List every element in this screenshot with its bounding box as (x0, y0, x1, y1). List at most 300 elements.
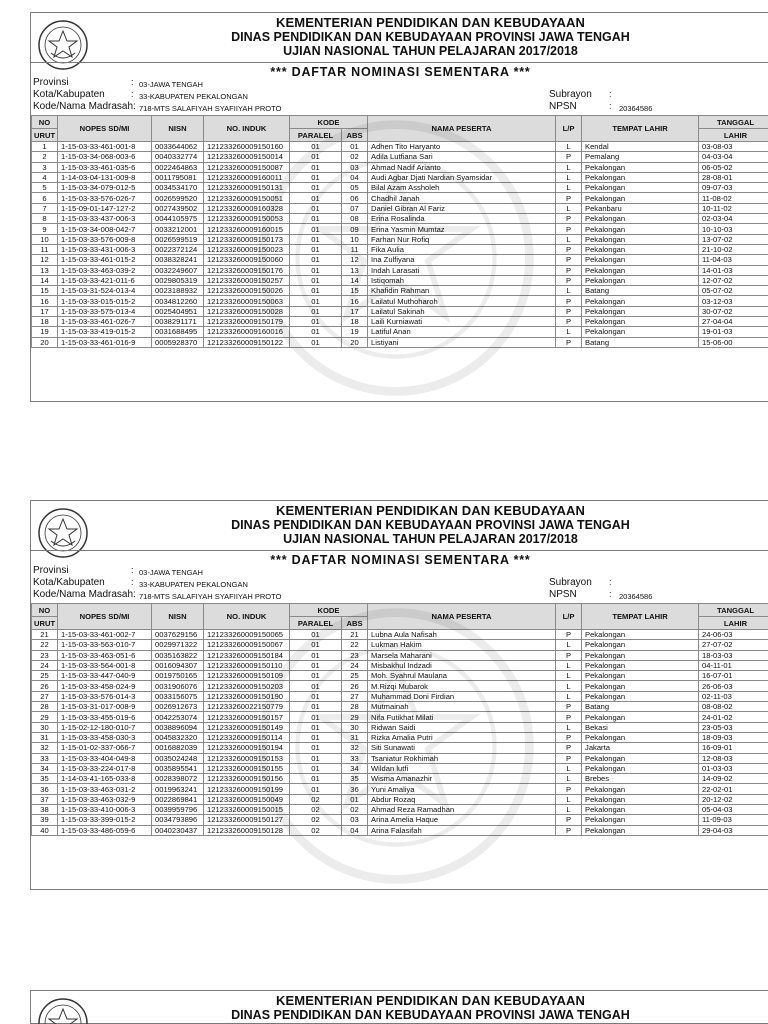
cell-no: 35 (32, 774, 58, 784)
cell-nama: Listiyani (368, 337, 556, 347)
cell-tempat-lahir: Pekalongan (582, 296, 699, 306)
agency-title: DINAS PENDIDIKAN DAN KEBUDAYAAN PROVINSI JAWA TENGAH (231, 30, 630, 44)
cell-lp: L (556, 172, 582, 182)
cell-lp: P (556, 265, 582, 275)
list-title: *** DAFTAR NOMINASI SEMENTARA *** (270, 553, 531, 567)
cell-no: 24 (32, 660, 58, 670)
cell-tempat-lahir: Pekalongan (582, 317, 699, 327)
table-row (32, 296, 768, 306)
cell-nama: Marsela Maharani (368, 650, 556, 660)
col-nisn: NISN (152, 604, 204, 630)
cell-no: 4 (32, 172, 58, 182)
cell-nopes: 1-15-03-33-461-016-9 (58, 337, 152, 347)
cell-lp: P (556, 337, 582, 347)
cell-nopes: 1-15-03-33-463-031-2 (58, 784, 152, 794)
table-row (32, 774, 768, 784)
cell-tempat-lahir: Pekalongan (582, 691, 699, 701)
cell-nisn: 0022372124 (152, 244, 204, 254)
cell-nama: Khafidin Rahman (368, 286, 556, 296)
cell-nisn: 0029805319 (152, 275, 204, 285)
cell-paralel: 02 (290, 794, 342, 804)
cell-paralel: 01 (290, 286, 342, 296)
tut-wuri-handayani-logo-icon (37, 507, 89, 559)
table-row (32, 203, 768, 213)
cell-no-induk: 121233260009150087 (204, 162, 290, 172)
cell-paralel: 01 (290, 630, 342, 640)
table-row (32, 671, 768, 681)
cell-no-induk: 121233260009150179 (204, 317, 290, 327)
cell-nisn: 0016882039 (152, 743, 204, 753)
cell-no: 29 (32, 712, 58, 722)
cell-tempat-lahir: Pekalongan (582, 193, 699, 203)
cell-nisn: 0029971322 (152, 640, 204, 650)
cell-paralel: 01 (290, 337, 342, 347)
cell-no-induk: 121233260009150109 (204, 671, 290, 681)
cell-paralel: 01 (290, 172, 342, 182)
cell-nopes: 1-15-03-33-410-006-3 (58, 805, 152, 815)
cell-paralel: 01 (290, 162, 342, 172)
cell-no-induk: 121233260022150779 (204, 702, 290, 712)
cell-nisn: 0045832320 (152, 732, 204, 742)
cell-nisn: 0028398072 (152, 774, 204, 784)
cell-nisn: 0026599519 (152, 234, 204, 244)
cell-nisn: 0025404951 (152, 306, 204, 316)
cell-paralel: 01 (290, 214, 342, 224)
cell-no-induk: 121233260009150194 (204, 743, 290, 753)
school-info-right: Subrayon : NPSN : 20364586 (549, 577, 653, 601)
cell-nama: Lubna Aula Nafisah (368, 630, 556, 640)
cell-nama: Adila Lutfiana Sari (368, 152, 556, 162)
table-row (32, 152, 768, 162)
cell-paralel: 01 (290, 784, 342, 794)
cell-lp: L (556, 774, 582, 784)
cell-no: 39 (32, 815, 58, 825)
cell-paralel: 01 (290, 152, 342, 162)
cell-nama: M.Rizqi Mubarok (368, 681, 556, 691)
table-row (32, 214, 768, 224)
cell-no: 19 (32, 327, 58, 337)
cell-abs: 12 (342, 255, 368, 265)
cell-abs: 33 (342, 753, 368, 763)
cell-lp: P (556, 825, 582, 835)
cell-paralel: 01 (290, 193, 342, 203)
cell-paralel: 01 (290, 265, 342, 275)
madrasah-value: 718-MTS SALAFIYAH SYAFIIYAH PROTO (139, 104, 282, 113)
cell-no: 38 (32, 805, 58, 815)
cell-tanggal-lahir: 02-03-04 (699, 214, 768, 224)
cell-nopes: 1-15-03-33-463-032-9 (58, 794, 152, 804)
cell-no: 16 (32, 296, 58, 306)
cell-nisn: 0033156075 (152, 691, 204, 701)
cell-nama: Lukman Hakim (368, 640, 556, 650)
cell-abs: 35 (342, 774, 368, 784)
cell-abs: 32 (342, 743, 368, 753)
cell-nama: Daniel Gibran Al Fariz (368, 203, 556, 213)
cell-paralel: 01 (290, 255, 342, 265)
cell-abs: 04 (342, 172, 368, 182)
cell-tanggal-lahir: 02-11-03 (699, 691, 768, 701)
table-row (32, 805, 768, 815)
cell-tanggal-lahir: 09-07-03 (699, 183, 768, 193)
cell-nama: Ina Zulfiyana (368, 255, 556, 265)
cell-paralel: 01 (290, 640, 342, 650)
col-nisn: NISN (152, 116, 204, 142)
cell-no-induk: 121233260009150153 (204, 753, 290, 763)
cell-abs: 02 (342, 805, 368, 815)
cell-tanggal-lahir: 03-12-03 (699, 296, 768, 306)
cell-nopes: 1-15-03-33-458-024-9 (58, 681, 152, 691)
tut-wuri-handayani-logo-icon (37, 19, 89, 71)
city-value: 33-KABUPATEN PEKALONGAN (139, 92, 248, 101)
cell-tempat-lahir: Pekalongan (582, 825, 699, 835)
cell-lp: P (556, 702, 582, 712)
cell-no: 2 (32, 152, 58, 162)
cell-paralel: 01 (290, 743, 342, 753)
cell-abs: 21 (342, 630, 368, 640)
cell-nopes: 1-15-03-31-524-013-4 (58, 286, 152, 296)
table-row (32, 162, 768, 172)
cell-nopes: 1-15-03-33-015-015-2 (58, 296, 152, 306)
table-body-2 (32, 630, 768, 836)
cell-nopes: 1-15-03-33-463-051-6 (58, 650, 152, 660)
cell-tanggal-lahir: 16-09-01 (699, 743, 768, 753)
cell-nisn: 0038291171 (152, 317, 204, 327)
cell-abs: 03 (342, 815, 368, 825)
cell-no-induk: 121233260009150063 (204, 296, 290, 306)
cell-paralel: 01 (290, 317, 342, 327)
cell-tempat-lahir: Pekalongan (582, 244, 699, 254)
cell-nisn: 0033644062 (152, 142, 204, 152)
cell-lp: L (556, 327, 582, 337)
cell-abs: 25 (342, 671, 368, 681)
cell-paralel: 01 (290, 275, 342, 285)
cell-no: 20 (32, 337, 58, 347)
table-row (32, 743, 768, 753)
cell-nama: Adhen Tito Haryanto (368, 142, 556, 152)
participant-table-1 (31, 115, 768, 348)
cell-nama: Abdur Rozaq (368, 794, 556, 804)
cell-tanggal-lahir: 01-03-03 (699, 763, 768, 773)
cell-nama: Wisma Amanazhir (368, 774, 556, 784)
exam-title: UJIAN NASIONAL TAHUN PELAJARAN 2017/2018 (283, 532, 578, 546)
cell-tanggal-lahir: 21-10-02 (699, 244, 768, 254)
cell-nama: Indah Larasati (368, 265, 556, 275)
city-label: Kota/Kabupaten (33, 89, 105, 100)
cell-tanggal-lahir: 28-08-01 (699, 172, 768, 182)
cell-no-induk: 121233260009150051 (204, 193, 290, 203)
cell-tanggal-lahir: 14-09-02 (699, 774, 768, 784)
cell-paralel: 01 (290, 224, 342, 234)
cell-nama: Ahmad Nadif Arianto (368, 162, 556, 172)
cell-paralel: 01 (290, 753, 342, 763)
cell-lp: P (556, 630, 582, 640)
cell-abs: 05 (342, 183, 368, 193)
cell-abs: 24 (342, 660, 368, 670)
cell-no: 13 (32, 265, 58, 275)
cell-tempat-lahir: Pekalongan (582, 815, 699, 825)
cell-nama: Ahmad Reza Ramadhan (368, 805, 556, 815)
cell-lp: L (556, 162, 582, 172)
cell-abs: 22 (342, 640, 368, 650)
cell-abs: 09 (342, 224, 368, 234)
cell-no-induk: 121233260009160011 (204, 172, 290, 182)
cell-no: 10 (32, 234, 58, 244)
cell-nama: Tsaniatur Rokhimah (368, 753, 556, 763)
cell-paralel: 01 (290, 142, 342, 152)
table-row (32, 825, 768, 835)
exam-title: UJIAN NASIONAL TAHUN PELAJARAN 2017/2018 (283, 44, 578, 58)
cell-no-induk: 121233260009150127 (204, 815, 290, 825)
cell-lp: P (556, 306, 582, 316)
tut-wuri-handayani-logo-icon (37, 997, 89, 1024)
cell-no: 17 (32, 306, 58, 316)
col-nama: NAMA PESERTA (368, 116, 556, 142)
table-row (32, 784, 768, 794)
col-no: NO (32, 116, 58, 129)
letterhead (91, 16, 768, 58)
cell-nama: Moh. Syahrul Maulana (368, 671, 556, 681)
cell-abs: 08 (342, 214, 368, 224)
table-row (32, 691, 768, 701)
cell-nopes: 1-15-09-01-147-127-2 (58, 203, 152, 213)
cell-tanggal-lahir: 22-02-01 (699, 784, 768, 794)
cell-tempat-lahir: Pekalongan (582, 275, 699, 285)
table-row (32, 142, 768, 152)
cell-lp: L (556, 681, 582, 691)
cell-tempat-lahir: Pekalongan (582, 753, 699, 763)
cell-nisn: 0033212001 (152, 224, 204, 234)
table-row (32, 244, 768, 254)
cell-tanggal-lahir: 05-04-03 (699, 805, 768, 815)
cell-lp: L (556, 234, 582, 244)
cell-nama: Muhammad Doni Firdian (368, 691, 556, 701)
cell-lp: P (556, 317, 582, 327)
col-nama: NAMA PESERTA (368, 604, 556, 630)
cell-tempat-lahir: Pekalongan (582, 784, 699, 794)
cell-tanggal-lahir: 12-07-02 (699, 275, 768, 285)
cell-no: 8 (32, 214, 58, 224)
cell-lp: P (556, 152, 582, 162)
col-kode: KODE (290, 116, 368, 129)
cell-nisn: 0019963241 (152, 784, 204, 794)
col-tanggal: TANGGAL (699, 116, 768, 129)
table-row (32, 681, 768, 691)
cell-no-induk: 121233260009150160 (204, 142, 290, 152)
cell-tanggal-lahir: 04-03-04 (699, 152, 768, 162)
madrasah-label: Kode/Nama Madrasah: (33, 101, 136, 112)
col-lahir: LAHIR (699, 617, 768, 630)
agency-title: DINAS PENDIDIKAN DAN KEBUDAYAAN PROVINSI JAWA TENGAH (231, 1008, 630, 1022)
cell-nama: Erina Rosalinda (368, 214, 556, 224)
cell-nama: Wildan lutfi (368, 763, 556, 773)
cell-abs: 02 (342, 152, 368, 162)
cell-no-induk: 121233260009150122 (204, 337, 290, 347)
cell-no: 28 (32, 702, 58, 712)
cell-tanggal-lahir: 11-04-03 (699, 255, 768, 265)
cell-nisn: 0038328241 (152, 255, 204, 265)
cell-tempat-lahir: Pekalongan (582, 712, 699, 722)
cell-tanggal-lahir: 11-08-02 (699, 193, 768, 203)
province-label: Provinsi (33, 77, 69, 88)
cell-no-induk: 121233260009160328 (204, 203, 290, 213)
cell-tanggal-lahir: 05-07-02 (699, 286, 768, 296)
cell-tempat-lahir: Pemalang (582, 152, 699, 162)
cell-nopes: 1-15-03-33-404-049-8 (58, 753, 152, 763)
cell-tanggal-lahir: 30-07-02 (699, 306, 768, 316)
table-body-1 (32, 142, 768, 348)
table-row (32, 286, 768, 296)
cell-tanggal-lahir: 24-01-02 (699, 712, 768, 722)
cell-abs: 17 (342, 306, 368, 316)
cell-tanggal-lahir: 29-04-03 (699, 825, 768, 835)
cell-no: 37 (32, 794, 58, 804)
cell-no: 22 (32, 640, 58, 650)
cell-lp: L (556, 722, 582, 732)
cell-tanggal-lahir: 27-04-04 (699, 317, 768, 327)
table-row (32, 317, 768, 327)
cell-nama: Rizka Amalia Putri (368, 732, 556, 742)
cell-tanggal-lahir: 13-07-02 (699, 234, 768, 244)
cell-no-induk: 121233260009150176 (204, 265, 290, 275)
cell-nama: Ridwan Saidi (368, 722, 556, 732)
cell-lp: P (556, 296, 582, 306)
cell-nisn: 0023188932 (152, 286, 204, 296)
cell-nama: Fika Aulia (368, 244, 556, 254)
cell-abs: 03 (342, 162, 368, 172)
cell-nopes: 1-15-03-33-463-039-2 (58, 265, 152, 275)
cell-abs: 26 (342, 681, 368, 691)
npsn-label: NPSN (549, 101, 577, 112)
subrayon-label: Subrayon (549, 89, 592, 100)
cell-lp: P (556, 275, 582, 285)
cell-paralel: 01 (290, 183, 342, 193)
cell-lp: L (556, 203, 582, 213)
cell-no: 32 (32, 743, 58, 753)
cell-nopes: 1-15-03-34-068-003-6 (58, 152, 152, 162)
cell-nama: Lailatul Sakinah (368, 306, 556, 316)
cell-no-induk: 121233260009150149 (204, 722, 290, 732)
cell-nama: Laili Kurniawati (368, 317, 556, 327)
city-label: Kota/Kabupaten (33, 577, 105, 588)
col-paralel: PARALEL (290, 129, 342, 142)
cell-nisn: 0027439502 (152, 203, 204, 213)
table-row (32, 722, 768, 732)
cell-nopes: 1-15-03-33-431-006-3 (58, 244, 152, 254)
col-tempat-lahir: TEMPAT LAHIR (582, 116, 699, 142)
cell-paralel: 01 (290, 732, 342, 742)
cell-tempat-lahir: Pekalongan (582, 255, 699, 265)
cell-lp: L (556, 286, 582, 296)
table-row (32, 337, 768, 347)
letterhead (91, 994, 768, 1022)
agency-title: DINAS PENDIDIKAN DAN KEBUDAYAAN PROVINSI JAWA TENGAH (231, 518, 630, 532)
cell-nama: Misbakhul Indzadi (368, 660, 556, 670)
cell-nisn: 0031688495 (152, 327, 204, 337)
madrasah-label: Kode/Nama Madrasah: (33, 589, 136, 600)
cell-tanggal-lahir: 20-12-02 (699, 794, 768, 804)
cell-tanggal-lahir: 03-08-03 (699, 142, 768, 152)
cell-nama: Yuni Amaliya (368, 784, 556, 794)
cell-nisn: 0039959796 (152, 805, 204, 815)
table-row (32, 753, 768, 763)
table-row (32, 265, 768, 275)
cell-no-induk: 121233260009150257 (204, 275, 290, 285)
cell-no: 30 (32, 722, 58, 732)
table-row (32, 234, 768, 244)
col-lp: L/P (556, 116, 582, 142)
list-title: *** DAFTAR NOMINASI SEMENTARA *** (270, 65, 531, 79)
cell-no-induk: 121233260009150156 (204, 774, 290, 784)
cell-no: 5 (32, 183, 58, 193)
cell-no-induk: 121233260009150015 (204, 805, 290, 815)
cell-lp: P (556, 244, 582, 254)
cell-lp: L (556, 671, 582, 681)
cell-no-induk: 121233260009150026 (204, 286, 290, 296)
cell-paralel: 01 (290, 327, 342, 337)
cell-nopes: 1-14-03-41-165-033-8 (58, 774, 152, 784)
cell-tanggal-lahir: 16-07-01 (699, 671, 768, 681)
cell-no-induk: 121233260009150203 (204, 681, 290, 691)
cell-tempat-lahir: Pekalongan (582, 214, 699, 224)
cell-paralel: 02 (290, 815, 342, 825)
cell-no-induk: 121233260009150173 (204, 234, 290, 244)
cell-no: 31 (32, 732, 58, 742)
cell-lp: P (556, 712, 582, 722)
table-row (32, 193, 768, 203)
cell-nopes: 1-15-03-33-564-001-8 (58, 660, 152, 670)
cell-abs: 30 (342, 722, 368, 732)
col-no-induk: NO. INDUK (204, 604, 290, 630)
cell-no-induk: 121233260009160016 (204, 327, 290, 337)
cell-abs: 04 (342, 825, 368, 835)
cell-paralel: 01 (290, 691, 342, 701)
cell-lp: P (556, 743, 582, 753)
cell-no: 11 (32, 244, 58, 254)
cell-no-induk: 121233260009150131 (204, 183, 290, 193)
cell-paralel: 01 (290, 774, 342, 784)
npsn-value: 20364586 (619, 592, 653, 601)
cell-nopes: 1-15-03-33-576-014-3 (58, 691, 152, 701)
cell-no: 26 (32, 681, 58, 691)
cell-nisn: 0005928370 (152, 337, 204, 347)
cell-tempat-lahir: Pekalongan (582, 660, 699, 670)
cell-abs: 36 (342, 784, 368, 794)
cell-nisn: 0034793896 (152, 815, 204, 825)
cell-no: 18 (32, 317, 58, 327)
col-urut: URUT (32, 129, 58, 142)
col-abs: ABS (342, 129, 368, 142)
cell-tempat-lahir: Pekalongan (582, 265, 699, 275)
cell-tempat-lahir: Pekanbaru (582, 203, 699, 213)
cell-no-induk: 121233260009150110 (204, 660, 290, 670)
cell-no-induk: 121233260009150023 (204, 244, 290, 254)
ministry-title: KEMENTERIAN PENDIDIKAN DAN KEBUDAYAAN (276, 993, 585, 1008)
cell-no-induk: 121233260009150028 (204, 306, 290, 316)
table-row (32, 306, 768, 316)
cell-tanggal-lahir: 19-01-03 (699, 327, 768, 337)
cell-tanggal-lahir: 24-06-03 (699, 630, 768, 640)
cell-paralel: 01 (290, 203, 342, 213)
table-row (32, 702, 768, 712)
cell-lp: P (556, 650, 582, 660)
cell-abs: 16 (342, 296, 368, 306)
cell-lp: L (556, 142, 582, 152)
cell-no-induk: 121233260009150155 (204, 763, 290, 773)
cell-nisn: 0040332774 (152, 152, 204, 162)
cell-paralel: 01 (290, 702, 342, 712)
cell-no-induk: 121233260009160015 (204, 224, 290, 234)
province-label: Provinsi (33, 565, 69, 576)
